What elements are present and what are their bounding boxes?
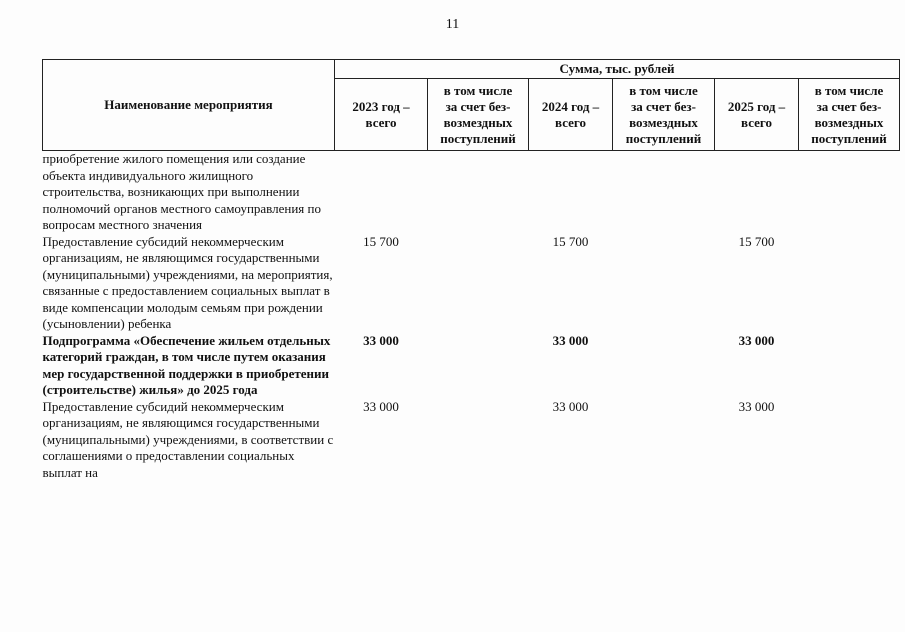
- value-2023-total: 15 700: [363, 233, 399, 249]
- value-2024-free: [613, 333, 715, 399]
- value-2025-free: [799, 333, 900, 399]
- value-2025-total: 33 000: [738, 398, 775, 414]
- row-name: приобретение жилого помещения или создание объекта индивидуального жилищного строительства, возникающих при выполнении полномочий органов местного самоуправления по вопросам местного значения: [42, 151, 321, 232]
- value-2025-free: [799, 234, 900, 333]
- value-2025-total: 15 700: [738, 233, 775, 249]
- table-row: [43, 151, 900, 234]
- value-2023-free: [428, 151, 529, 234]
- table-row: [43, 399, 900, 482]
- value-2023-free: [428, 399, 529, 482]
- header-2025-total: 2025 год – всего: [715, 79, 799, 151]
- row-name: Подпрограмма «Обеспечение жильем отдельных категорий граждан, в том числе путем оказания мер государственной поддержки в приобретении (строительстве) жилья» до 2025 года: [42, 332, 331, 397]
- header-sum-group: Сумма, тыс. рублей: [335, 60, 900, 79]
- value-2023-free: [428, 333, 529, 399]
- budget-table: [42, 59, 900, 481]
- value-2025-free: [799, 399, 900, 482]
- table-row-subprogram: [43, 333, 900, 399]
- value-2025-total: [715, 151, 799, 234]
- value-2024-free: [613, 234, 715, 333]
- value-2024-total: 15 700: [552, 233, 589, 249]
- value-2025-free: [799, 151, 900, 234]
- value-2023-total: 33 000: [363, 332, 399, 348]
- value-2023-free: [428, 234, 529, 333]
- header-2024-total: 2024 год – всего: [529, 79, 613, 151]
- value-2023-total: 33 000: [363, 398, 399, 414]
- row-name: Предоставление субсидий некоммерческим организациям, не являющимся государственными (муниципальными) учреждениями, на мероприятия, связанные с предоставлением социальных выплат в виде компенсации молодым семьям при рождении (усыновлении) ребенка: [42, 233, 333, 331]
- header-2023-free: в том числе за счет без- возмездных поступлений: [428, 79, 529, 151]
- header-2024-free: в том числе за счет без- возмездных поступлений: [613, 79, 715, 151]
- value-2023-total: [335, 151, 428, 234]
- value-2025-total: 33 000: [738, 332, 775, 348]
- value-2024-free: [613, 151, 715, 234]
- value-2024-total: 33 000: [552, 332, 589, 348]
- row-name: Предоставление субсидий некоммерческим организациям, не являющимся государственными (муниципальными) учреждениями, в соответствии с соглашениями о предоставлении социальных выплат на: [42, 398, 334, 480]
- page-number: 11: [445, 17, 460, 32]
- value-2024-free: [613, 399, 715, 482]
- header-2023-total: 2023 год – всего: [335, 79, 428, 151]
- header-name-column: Наименование мероприятия: [43, 60, 335, 151]
- value-2024-total: [529, 151, 613, 234]
- value-2024-total: 33 000: [552, 398, 589, 414]
- table-row: [43, 234, 900, 333]
- header-2025-free: в том числе за счет без- возмездных поступлений: [799, 79, 900, 151]
